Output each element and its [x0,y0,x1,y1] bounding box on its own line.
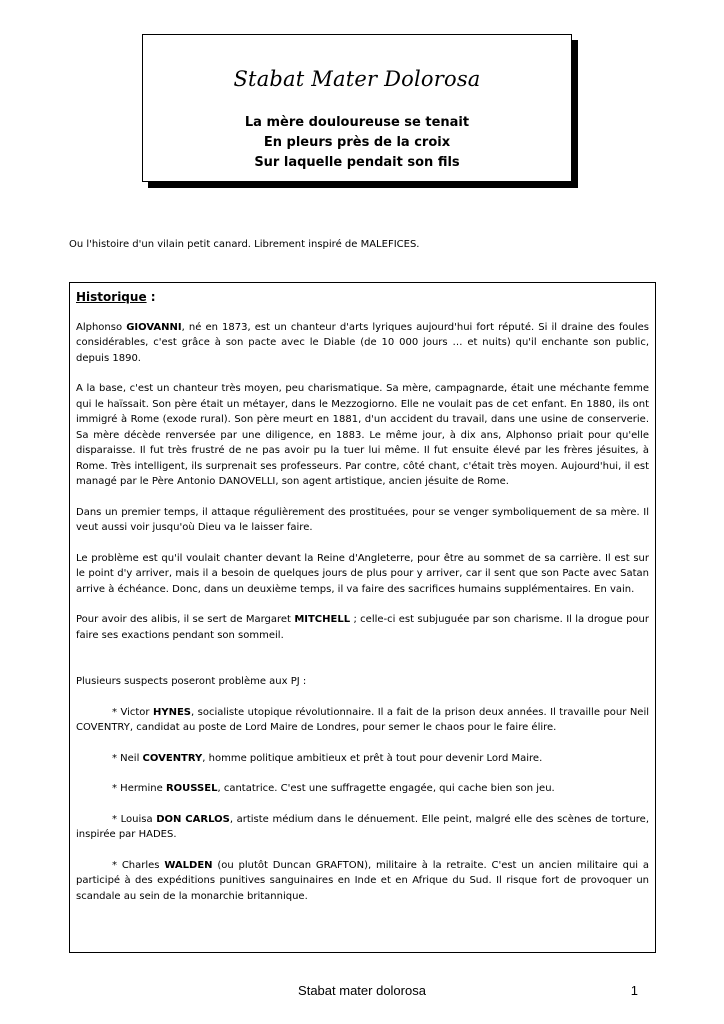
historique-box [69,282,656,953]
paragraph: Plusieurs suspects poseront problème aux PJ : [76,676,307,687]
intro-text: Ou l'histoire d'un vilain petit canard. Librement inspiré de MALEFICES. [69,239,420,250]
suspect-item: * Victor HYNES, socialiste utopique révolutionnaire. Il a fait de la prison deux années. Il travaille pour Neil COVENTRY, candidat au poste de Lord Maire de Londres, pour semer le chaos pour le faire élire. [76,706,650,733]
subtitle-line: En pleurs près de la croix [263,135,451,150]
suspect-item: * Louisa DON CARLOS, artiste médium dans le dénuement. Elle peint, malgré elle des scènes de torture, inspirée par HADES. [76,813,650,840]
paragraph: Le problème est qu'il voulait chanter devant la Reine d'Angleterre, pour être au sommet de sa carrière. Il est sur le point d'y arriver, mais il a besoin de quelques jours de plus pour y arriver, car il sent que son Pacte avec Satan arrive à échéance. Donc, dans un deuxième temps, il va faire des sacrifices humains supplémentaires. En vain. [76,552,649,595]
page-number: 1 [630,983,638,998]
suspect-item: * Neil COVENTRY, homme politique ambitieux et prêt à tout pour devenir Lord Maire. [112,752,543,764]
suspect-item: * Charles WALDEN (ou plutôt Duncan GRAFTON), militaire à la retraite. C'est un ancien militaire qui a participé à des expéditions punitives sanguinaires en Inde et en Afrique du Sud. Il risque fort de provoquer un scandale au sein de la monarchie britannique. [76,859,649,902]
title-box [142,34,572,182]
title-subtitle [143,113,571,173]
footer-title: Stabat mater dolorosa [298,983,426,998]
suspect-item: * Hermine ROUSSEL, cantatrice. C'est une suffragette engagée, qui cache bien son jeu. [112,783,555,794]
paragraph: Alphonso GIOVANNI, né en 1873, est un chanteur d'arts lyriques aujourd'hui fort réputé. Si il draine des foules considérables, c'est grâce à son pacte avec le Diable (de 10 000 jours … et nuits) qu'il enchante son public, depuis 1890. [76,321,649,364]
paragraph: Pour avoir des alibis, il se sert de Margaret MITCHELL ; celle-ci est subjuguée par son charisme. Il la drogue pour faire ses exactions pendant son sommeil. [76,614,649,641]
subtitle-line: Sur laquelle pendait son fils [254,155,460,170]
paragraph: Dans un premier temps, il attaque régulièrement des prostituées, pour se venger symboliquement de sa mère. Il veut aussi voir jusqu'où Dieu va le laisser faire. [76,506,649,533]
paragraph: A la base, c'est un chanteur très moyen, peu charismatique. Sa mère, campagnarde, était une méchante femme qui le haïssait. Son père était un métayer, dans le Mezzogiorno. Elle ne voulait pas de cet enfant. En 1880, ils ont immigré à Rome (exode rural). Son père meurt en 1881, d'un accident du travail, dans une usine de conserverie. Sa mère décède renversée par une diligence, en 1883. Le même jour, à dix ans, Alphonso priait pour qu'elle disparaisse. Il fut très frustré de ne pas avoir pu la tuer lui même. Il fut ensuite élevé par les frères jésuites, à Rome. Très intelligent, ils surprenait ses professeurs. Par contre, côté chant, c'était très moyen. Aujourd'hui, il est managé par le Père Antonio DANOVELLI, son agent artistique, ancien jésuite de Rome. [76,383,649,487]
document-title: Stabat Mater Dolorosa [233,67,481,91]
historique-heading: Historique : [76,290,156,304]
subtitle-line: La mère douloureuse se tenait [244,115,470,130]
